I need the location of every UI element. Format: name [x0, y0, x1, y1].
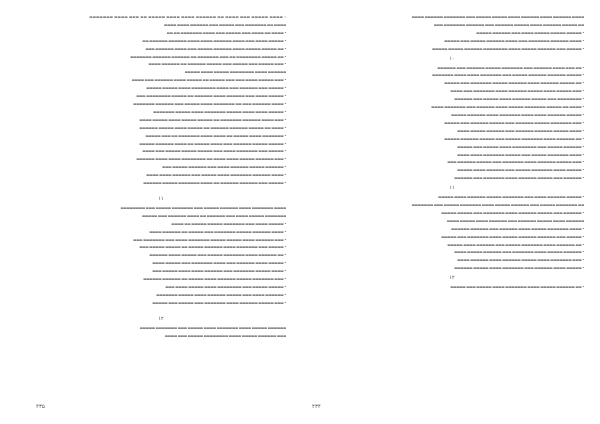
text-line: • ▬▬▬▬ ▬▬▬▬▬ ▬▬▬▬▬▬ ▬▬▬▬▬▬ ▬▬▬ ▬▬▬▬▬▬ ▬▬▬▬▬ ▬▬▬▬ — [457, 128, 584, 133]
text-line: • ▬▬▬ ▬▬▬▬▬ ▬▬▬▬▬▬ ▬▬▬▬ ▬▬▬▬▬▬▬ ▬▬▬ ▬▬▬▬▬ ▬▬▬ ▬▬▬▬▬ — [152, 300, 286, 305]
text-line: ▬▬ ▬▬▬▬▬▬▬ ▬▬▬▬▬ ▬▬▬ ▬▬▬▬▬▬ ▬▬▬▬▬ ▬▬▬▬ ▬▬▬▬▬▬▬ ▬▬▬▬▬ ▬▬▬ ▬▬▬▬▬▬▬ — [411, 203, 584, 208]
text-line: • ▬▬▬▬ ▬▬ ▬▬▬▬▬ ▬▬▬▬▬▬▬ ▬▬▬▬▬ ▬▬▬▬ ▬▬▬▬▬▬ ▬▬▬ ▬▬▬▬▬▬▬ ▬▬▬▬ — [431, 105, 584, 110]
text-line: • ▬▬▬ ▬▬▬▬ ▬▬▬▬▬▬ ▬▬▬▬▬▬▬ ▬▬ ▬▬▬▬▬ ▬▬▬▬▬ ▬▬▬▬ ▬▬▬▬▬ ▬▬▬▬ — [139, 117, 286, 122]
text-line: • ▬▬ ▬▬▬▬▬▬ ▬▬▬▬▬ ▬▬▬▬ ▬▬▬▬▬▬▬ ▬▬▬▬ ▬▬▬▬▬ ▬▬▬ ▬▬▬▬▬ — [450, 285, 584, 290]
text-line: • ▬▬▬▬▬ ▬▬▬▬ ▬▬▬ ▬▬▬▬▬▬ ▬▬▬▬ ▬▬▬▬▬▬ ▬▬ ▬▬▬▬▬ ▬▬▬▬▬▬▬▬ ▬▬▬ — [136, 94, 286, 99]
text-line: • ▬▬▬▬▬ ▬▬▬ ▬▬▬▬▬▬ ▬▬▬▬▬▬ ▬▬ ▬▬▬▬ ▬▬▬▬▬▬▬ ▬▬▬▬▬ ▬▬▬▬▬▬ — [143, 181, 286, 186]
text-line: • ▬▬▬▬▬▬ ▬▬▬▬▬ ▬▬▬ ▬▬▬▬▬▬▬▬ ▬▬▬▬ ▬▬▬▬▬ ▬▬▬ ▬▬▬▬▬ — [457, 144, 584, 149]
text-line: • ▬▬ ▬▬▬▬▬ ▬▬▬▬▬▬ ▬▬▬▬ ▬▬▬▬▬▬ ▬▬▬▬▬ ▬▬▬▬▬▬▬ ▬▬▬ ▬▬▬▬▬ — [444, 81, 584, 86]
section-marker: ۱۰ — [449, 55, 455, 62]
text-line: • ▬▬▬▬▬ ▬▬▬ ▬▬▬▬▬▬ ▬▬▬▬▬▬ ▬▬▬▬▬ ▬▬▬▬ ▬▬▬▬▬▬▬ ▬▬▬ ▬▬▬▬▬ — [441, 234, 584, 239]
text-line: • ▬▬▬▬▬▬ ▬▬▬ ▬▬▬▬▬ ▬▬▬▬▬▬ ▬▬▬▬ ▬▬▬▬▬▬▬ ▬▬▬ ▬▬▬▬▬▬ — [454, 176, 584, 181]
text-line: • ▬▬ ▬▬▬▬▬▬ ▬▬▬▬ ▬▬▬▬▬▬▬ ▬▬▬▬▬ ▬▬▬ ▬▬▬▬▬ ▬▬▬▬▬▬ ▬▬▬▬▬ — [444, 136, 584, 141]
text-line: • ▬▬▬ ▬▬▬▬▬ ▬▬▬▬ ▬▬▬▬▬ ▬▬▬▬▬▬ ▬▬▬▬ ▬▬▬▬▬▬▬ ▬▬▬ ▬▬▬▬ — [450, 89, 584, 94]
text-line: • ▬▬▬ ▬▬▬▬▬ ▬▬▬ ▬▬▬▬▬ ▬▬▬ ▬▬▬▬▬ ▬▬▬▬▬▬ ▬▬ ▬▬▬▬▬▬ ▬▬▬▬ — [148, 62, 286, 67]
left-section-c — [36, 325, 286, 340]
text-line: ▬▬▬▬▬▬▬ ▬▬▬▬▬ ▬▬▬▬ ▬▬▬ ▬▬▬▬▬▬ ▬▬ ▬▬▬▬ ▬▬▬▬▬▬ ▬▬▬ ▬▬▬▬▬ — [141, 213, 286, 218]
right-section-a — [320, 14, 584, 53]
left-text-block — [36, 14, 286, 388]
text-line: • ▬▬▬ ▬▬▬▬▬ ▬▬▬▬▬▬ ▬▬▬▬ ▬▬▬▬▬▬▬ ▬▬▬ ▬▬▬▬▬ ▬▬▬▬▬▬ ▬▬▬ — [447, 160, 584, 165]
text-line: • ▬▬▬▬▬ ▬▬▬ ▬▬▬▬▬▬ ▬▬▬ ▬▬▬▬ ▬▬▬▬▬▬▬▬ ▬▬▬▬ ▬▬▬▬▬ ▬▬▬▬▬ — [146, 86, 286, 91]
text-line: • ▬▬▬▬▬ ▬▬▬▬ ▬▬▬ ▬▬▬▬▬▬▬ ▬▬▬▬▬ ▬▬▬▬▬ ▬▬ ▬▬▬▬ — [171, 221, 286, 226]
text-line: • ▬▬▬▬▬ ▬▬▬▬ ▬▬▬ ▬▬▬▬ ▬▬▬▬▬▬ ▬▬▬▬ ▬▬▬▬ ▬▬▬▬▬▬ ▬▬▬▬▬▬ ▬▬ — [142, 38, 286, 43]
right-section-b — [320, 65, 584, 183]
text-line: • ▬▬▬▬ ▬▬▬▬▬ ▬▬▬▬▬▬▬ ▬▬▬ ▬▬▬▬▬▬ ▬▬▬▬ ▬▬▬▬ ▬▬▬▬▬ ▬▬▬ — [152, 269, 286, 274]
section-marker: ۱۱ — [158, 195, 164, 202]
text-line: • ▬▬▬ ▬▬▬▬▬▬ ▬▬▬▬ ▬▬▬▬▬ ▬▬▬▬▬ ▬▬▬▬▬▬▬ ▬▬▬▬ ▬▬▬ ▬▬▬▬▬▬▬ ▬▬▬ — [133, 237, 286, 242]
text-line: • ▬▬▬▬▬ ▬▬▬ ▬▬▬▬▬▬▬ ▬▬▬▬ ▬▬▬▬▬▬ ▬▬▬▬▬ ▬▬ ▬▬▬▬▬ ▬▬▬▬▬ ▬▬▬ — [139, 245, 286, 250]
text-line: • ▬▬ ▬▬▬ ▬▬▬▬ ▬▬▬▬▬▬ ▬▬▬ ▬▬▬▬▬▬▬ ▬▬▬▬▬ ▬▬▬▬▬▬ ▬▬▬ ▬▬▬▬▬▬ — [437, 65, 584, 70]
section-marker: ۱۲ — [449, 275, 455, 282]
text-line: • ▬▬▬ ▬▬▬▬▬▬ ▬▬▬▬▬ ▬▬▬▬ ▬▬▬▬ ▬▬ ▬▬▬▬▬▬▬▬ ▬▬▬▬ ▬▬▬▬ ▬▬▬▬▬▬ — [136, 157, 286, 162]
text-line: • ▬▬▬▬ ▬▬▬▬▬▬▬ ▬▬▬▬▬ ▬▬▬▬ ▬▬▬▬▬▬ ▬▬▬ ▬▬▬▬▬▬ ▬▬▬▬▬▬ — [451, 226, 584, 231]
text-line: • ▬▬ ▬▬▬▬▬ ▬▬▬▬▬ ▬▬▬▬ ▬▬▬▬▬▬ ▬▬▬▬▬ ▬▬▬ ▬▬▬▬ ▬▬▬▬▬▬ ▬▬▬ — [145, 46, 286, 51]
text-line: • ▬▬▬▬▬▬ ▬▬▬▬▬ ▬▬▬▬▬▬ ▬▬▬▬ ▬▬▬ ▬▬▬▬▬▬ ▬▬▬▬▬ ▬▬▬ — [162, 165, 286, 170]
section-marker: ۱۱ — [449, 185, 455, 192]
text-line: • ▬▬▬▬▬▬ ▬▬▬▬▬ ▬▬▬▬ ▬▬▬▬▬▬▬ ▬▬▬ ▬▬▬▬▬▬ ▬▬▬▬▬ ▬▬▬▬ — [454, 250, 584, 255]
text-line: • ▬▬ ▬▬▬▬▬ ▬▬▬▬▬▬▬▬ ▬▬ ▬▬▬ ▬▬▬▬▬▬▬ ▬▬ ▬▬▬▬▬▬ ▬▬▬▬▬▬ ▬▬▬▬▬▬▬ — [130, 54, 286, 59]
text-line: ▬▬▬ ▬▬▬▬▬▬ ▬▬▬▬▬ ▬▬▬▬ ▬▬▬▬▬▬▬▬ ▬▬▬▬▬ ▬▬▬ ▬▬▬▬ — [164, 333, 286, 338]
text-line: • ▬▬▬▬▬ ▬▬▬▬ ▬▬▬▬ ▬▬▬▬▬ ▬▬▬▬▬▬▬ ▬▬▬▬ ▬▬▬▬▬ ▬▬▬▬▬▬▬ — [153, 109, 286, 114]
text-line: • ▬▬▬▬ ▬▬▬▬▬▬▬ ▬▬▬▬▬ ▬▬▬ ▬▬▬▬▬ ▬▬▬▬▬▬▬ ▬▬▬▬ ▬▬▬▬ — [457, 152, 584, 157]
text-line: • ▬▬▬▬▬▬ ▬▬▬ ▬▬▬▬▬ ▬▬▬▬▬▬ ▬▬▬▬ ▬▬▬▬▬▬▬ ▬▬▬ ▬▬▬▬▬ ▬▬▬▬▬ — [441, 210, 584, 215]
text-line: • ▬▬▬ ▬▬▬▬▬▬▬ ▬▬▬▬▬ ▬▬▬▬▬▬ ▬▬▬▬ ▬▬▬▬▬ ▬▬ ▬▬▬▬▬▬ ▬▬▬▬▬▬ — [143, 277, 286, 282]
text-line: • ▬▬▬▬▬▬▬ ▬▬▬▬ ▬▬▬▬▬ ▬▬ ▬▬▬▬ ▬▬▬▬ ▬▬▬▬▬▬▬ ▬▬ ▬▬▬ ▬▬▬▬▬ — [145, 133, 286, 138]
text-line: • ▬▬▬▬▬ ▬▬▬ ▬▬▬▬▬▬▬ ▬▬▬▬ ▬▬▬ ▬▬▬▬▬ ▬▬▬▬▬ ▬▬▬▬▬ ▬▬▬ ▬▬▬▬ — [142, 149, 286, 154]
text-line: • ▬▬▬▬▬ ▬▬▬▬ ▬▬▬▬▬▬ ▬▬▬ ▬▬▬▬▬▬▬ ▬▬▬▬ ▬▬▬▬▬ ▬▬▬▬▬▬ — [454, 266, 584, 271]
text-line: • ▬▬▬▬▬ ▬▬▬▬▬ ▬▬▬ ▬▬▬▬▬▬▬▬ ▬▬▬▬ ▬▬▬▬▬ ▬▬▬▬ ▬▬▬ — [165, 285, 286, 289]
text-line: ▬▬▬▬ ▬▬▬▬▬▬▬ ▬▬▬▬ ▬▬▬▬▬▬ ▬▬▬▬▬ ▬▬▬ ▬▬▬▬▬▬▬ ▬▬▬▬▬ ▬▬▬ ▬▬▬▬▬▬▬▬ — [120, 205, 286, 210]
section-gap — [36, 188, 286, 193]
left-section-a — [36, 14, 286, 187]
text-line: • ▬▬▬ ▬▬▬▬▬ ▬▬▬▬ ▬▬▬ ▬▬▬ ▬▬▬▬▬ ▬▬ ▬▬▬▬▬ ▬▬▬▬ ▬▬▬▬▬▬ ▬▬▬ ▬▬▬▬ — [131, 78, 286, 83]
text-line: • ▬▬▬▬ ▬▬▬▬▬▬ ▬▬▬ ▬▬ ▬▬▬▬▬▬▬ ▬▬▬▬ ▬▬▬▬▬ ▬▬▬ ▬▬▬▬▬▬ ▬▬▬▬▬▬▬ — [133, 101, 286, 106]
right-page — [300, 0, 600, 424]
text-line: • ▬▬▬▬▬ ▬▬▬▬▬▬ ▬▬▬▬ ▬▬▬ ▬▬▬▬▬▬▬ ▬▬▬▬▬ ▬▬▬▬▬▬ ▬▬▬▬ ▬▬▬▬▬ — [438, 195, 584, 200]
text-line: • ▬▬▬▬▬ ▬▬▬ ▬▬▬▬▬▬ ▬▬▬▬▬ ▬▬▬▬ ▬▬▬▬▬▬▬▬ ▬▬▬▬▬▬ ▬▬▬▬▬ ▬▬▬▬▬ — [431, 46, 584, 51]
right-section-d — [320, 284, 584, 291]
text-line: • ▬▬▬▬ ▬▬▬▬▬▬ ▬▬▬▬▬▬▬ ▬▬▬ ▬▬▬▬ ▬▬▬▬▬▬ ▬▬▬▬▬ ▬▬▬ ▬▬▬▬▬ — [444, 38, 584, 43]
section-gap — [36, 308, 286, 313]
section-marker: ۱۲ — [158, 315, 164, 322]
text-line: • ▬▬▬▬▬ ▬▬▬▬ ▬▬▬▬▬▬▬ ▬▬▬▬▬ ▬▬▬ ▬▬▬▬▬▬ ▬▬▬▬ ▬▬▬▬▬ — [457, 168, 584, 173]
text-line: ▬▬ ▬▬▬▬▬ ▬▬▬▬▬▬ ▬▬▬▬ ▬▬▬▬▬ ▬▬▬▬▬▬ ▬▬▬ ▬▬▬▬▬▬ ▬▬▬▬▬▬▬ ▬▬▬ — [433, 22, 584, 27]
right-section-c — [320, 194, 584, 272]
text-line: • ▬▬▬ ▬▬▬▬▬▬▬ ▬▬▬▬▬ ▬▬▬▬▬▬ ▬▬▬ ▬▬▬▬▬ ▬▬▬▬▬▬ ▬▬▬ ▬▬▬▬▬ — [444, 120, 584, 125]
text-line: ▬▬▬▬ ▬▬ ▬▬▬▬▬▬▬ ▬▬▬ ▬▬▬▬▬ ▬▬▬ ▬▬▬▬▬▬ ▬▬▬▬ ▬▬▬▬ — [163, 22, 286, 27]
left-section-b — [36, 205, 286, 307]
text-line: • ▬▬▬▬▬ ▬▬▬▬ ▬▬▬▬▬▬ ▬▬▬ ▬▬▬▬ ▬▬▬▬▬▬▬ ▬▬▬ ▬▬▬▬▬ ▬▬▬▬ — [152, 261, 286, 266]
text-line: • ▬▬▬▬▬ ▬▬▬▬▬▬ ▬▬▬▬▬▬ ▬▬▬▬▬ ▬▬▬ ▬▬▬▬▬▬▬ ▬▬▬▬ ▬▬▬▬ ▬▬▬▬▬▬▬ — [431, 73, 584, 78]
text-line: • ▬▬▬▬▬▬▬▬ ▬▬▬ ▬▬▬▬▬ ▬▬▬▬▬▬ ▬▬▬▬ ▬▬▬▬▬ ▬▬▬ ▬▬▬▬▬▬ — [454, 97, 584, 102]
text-line: • ▬▬▬▬▬ ▬▬▬▬▬▬ ▬▬▬▬ ▬▬▬▬ ▬▬▬▬▬▬▬ ▬▬▬▬ ▬▬▬▬▬▬ ▬▬▬▬▬ — [451, 112, 584, 117]
text-line: • ▬▬▬▬ ▬▬ ▬▬▬▬ ▬▬▬ ▬▬▬▬▬ ▬▬▬ ▬▬▬▬ ▬▬▬▬▬▬▬ ▬▬ ▬▬ — [166, 30, 286, 35]
text-line: • ▬▬▬▬▬▬ ▬▬▬▬ ▬▬▬ ▬▬▬▬▬ ▬▬▬▬▬▬ ▬▬▬▬ ▬▬▬▬▬ ▬▬▬▬▬▬▬ — [156, 292, 286, 297]
text-line: • ▬▬▬▬ ▬▬▬▬▬▬ ▬▬▬▬▬ ▬▬▬▬▬▬▬ ▬▬▬ ▬▬▬▬▬ ▬▬ ▬▬▬▬▬▬ ▬▬▬▬ — [149, 229, 286, 234]
text-line: ▬▬▬▬ ▬▬▬▬▬▬ ▬▬▬▬ ▬▬▬▬▬▬ ▬▬▬▬ ▬▬▬▬▬ ▬▬▬▬▬ ▬▬▬ ▬▬▬▬▬▬▬ ▬▬▬▬▬▬ ▬▬▬▬ — [411, 15, 584, 19]
text-line: • ▬▬▬ ▬▬▬▬▬▬▬ ▬▬▬▬ ▬▬▬▬▬ ▬▬▬▬▬▬ ▬▬▬▬ ▬▬▬▬▬▬ ▬▬▬▬ — [457, 258, 584, 263]
page-number-right: ۴۳۴ — [312, 404, 321, 410]
text-line: • ▬▬▬▬▬ ▬▬▬▬▬ ▬▬▬▬▬▬ ▬▬▬ ▬▬▬▬ ▬▬▬▬▬ ▬▬ ▬▬▬▬ ▬▬▬▬▬▬ ▬▬▬▬▬ — [139, 141, 286, 146]
right-text-block — [320, 14, 584, 388]
page-number-left: ۴۳۵ — [36, 404, 45, 410]
text-line: • ▬▬ ▬▬▬▬▬▬ ▬▬▬▬ ▬▬▬▬▬▬▬ ▬▬▬▬▬ ▬▬▬ ▬▬▬▬▬ ▬▬▬▬ ▬▬▬▬▬▬ — [149, 253, 286, 258]
text-line: ▬▬▬▬▬▬ ▬▬▬▬ ▬▬▬▬▬▬▬▬ ▬▬▬▬▬ ▬▬▬▬ ▬▬▬▬▬ — [184, 70, 286, 75]
text-line: ▬▬▬▬▬▬ ▬▬▬▬ ▬▬▬▬▬ ▬▬▬▬▬▬ ▬▬▬ ▬▬▬▬▬▬ ▬▬▬▬ ▬▬▬▬▬ ▬▬▬▬ — [446, 218, 584, 223]
text-line: • ▬▬ ▬▬▬▬▬▬ ▬▬▬▬ ▬▬▬▬▬▬▬ ▬▬▬▬▬ ▬▬▬ ▬▬▬▬▬▬ ▬▬▬▬ ▬▬▬▬▬ — [447, 242, 584, 247]
text-line: ▬▬▬▬▬▬ ▬▬▬▬▬ ▬▬▬▬ ▬▬▬▬▬▬▬ ▬▬▬▬ ▬▬▬▬▬ ▬▬▬ ▬▬▬▬▬▬▬ ▬▬▬▬▬ — [139, 325, 286, 330]
text-line: • ▬▬▬▬ ▬▬ ▬▬▬▬▬ ▬▬▬▬▬▬ ▬▬▬▬▬▬ ▬▬ ▬▬▬▬▬ ▬▬▬▬ ▬▬▬▬▬ ▬▬▬▬▬▬ — [139, 125, 286, 130]
text-line: ۱ ▬▬▬▬ ▬▬▬▬▬ ▬▬▬ ▬▬▬▬ ▬▬ ▬▬▬▬▬▬ ▬▬▬▬ ▬▬▬▬ ▬▬▬▬▬ ▬▬ ▬▬▬ ▬▬▬▬ ▬▬▬▬▬▬▬ — [89, 15, 286, 19]
text-line: • ▬▬▬▬▬ ▬▬▬▬▬ ▬▬▬▬▬ ▬▬▬▬ ▬▬▬ ▬▬▬▬▬▬ ▬▬▬▬▬ — [476, 30, 584, 35]
text-line: • ▬▬▬▬ ▬▬▬▬▬▬ ▬▬▬▬▬▬▬ ▬▬▬▬ ▬▬▬▬▬ ▬▬▬ ▬▬▬▬▬▬ ▬▬▬▬ ▬▬▬▬ — [146, 173, 286, 178]
